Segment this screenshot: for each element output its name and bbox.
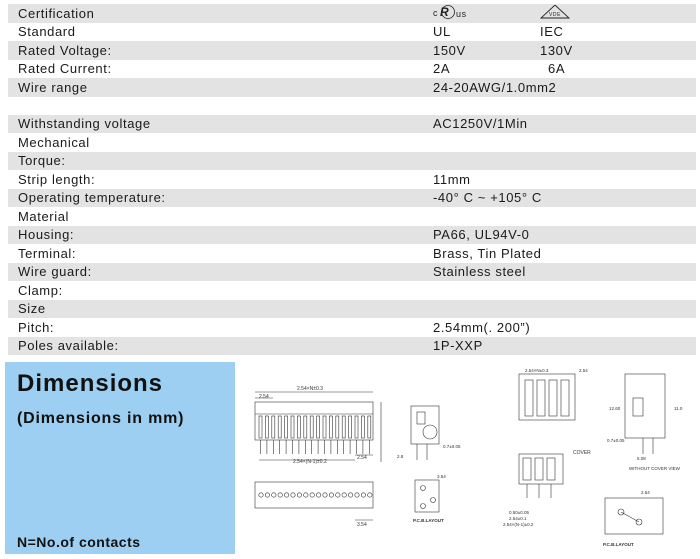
label-withstanding-voltage: Withstanding voltage [18,116,151,132]
dim-254b-label: 2.54±0.1 [509,516,527,521]
bottom-view-drawing [255,482,373,520]
wire-hole [361,493,365,497]
label-terminal: Terminal: [18,245,77,261]
row-clamp [8,281,696,300]
pin-slot [297,416,300,438]
cover-view-drawing [519,454,563,498]
pcb2-pitch-label: 2.54 [641,490,650,495]
pin-slot [349,416,352,438]
wire-hole [272,493,276,497]
label-certification: Certification [18,5,95,21]
pin-slot [310,416,313,438]
wire-hole [284,493,288,497]
row-wire-range [8,78,696,97]
wire-hole [336,493,340,497]
dimensions-footnote: N=No.of contacts [17,534,141,550]
wire-hole [355,493,359,497]
label-wire-range: Wire range [18,79,88,95]
row-rated-voltage [8,41,696,60]
row-standard [8,23,696,42]
value-poles-available: 1P-XXP [433,338,483,354]
pin-slot [285,416,288,438]
pitch-label-bottom-view: 3.54 [357,522,367,528]
row-certification [8,4,696,23]
pin-slot [317,416,320,438]
side-profile-drawing [625,374,665,454]
top-view-pitch-label: 2.54 [579,368,588,373]
row-torque [8,152,696,171]
svg-text:R: R [440,4,450,19]
label-rated-current: Rated Current: [18,61,112,77]
wire-hole [304,493,308,497]
pin-slot [323,416,326,438]
label-mechanical: Mechanical [18,134,90,150]
row-terminal [8,244,696,263]
wire-hole [348,493,352,497]
pcb-layout-drawing [415,480,439,512]
dim-050-label: 0.50±0.05 [509,510,529,515]
value-pitch: 2.54mm(. 200”) [433,319,531,335]
dimensions-panel [5,362,235,554]
pin-width-label-2: 0.7±0.05 [607,438,625,443]
label-size: Size [18,301,46,317]
vde-mark-icon [540,5,570,22]
drawings-svg [237,362,695,554]
row-mechanical [8,133,696,152]
value-rated-current-iec: 6A [548,61,566,77]
pin-slot [304,416,307,438]
pitch-label-bottom: 2.54 [357,455,367,461]
pin-pitch-label: 2.54×(N-1)±0.2 [293,459,327,465]
pin-width-label: 0.7±0.05 [443,444,461,449]
svg-text:VDE: VDE [549,11,562,18]
wire-hole [291,493,295,497]
svg-text:c: c [433,7,439,18]
row-rated-current [8,60,696,79]
label-rated-voltage: Rated Voltage: [18,42,112,58]
pin-slot [336,416,339,438]
pin-slot [259,416,262,438]
value-wire-guard: Stainless steel [433,264,526,280]
value-standard-ul: UL [433,24,451,40]
label-housing: Housing: [18,227,75,243]
spacer [8,97,696,115]
wire-hole [329,493,333,497]
front-view-drawing [255,392,381,462]
row-pitch [8,318,696,337]
label-standard: Standard [18,24,76,40]
cover-pitch-label: 2.54×(N-1)±0.2 [503,522,534,527]
label-torque: Torque: [18,153,66,169]
row-size [8,300,696,319]
pin-slot [361,416,364,438]
value-standard-iec: IEC [540,24,564,40]
dimensions-subtitle: (Dimensions in mm) [17,410,185,427]
row-withstanding-voltage [8,115,696,134]
value-rated-current-ul: 2A [433,61,451,77]
technical-drawings [237,362,695,554]
label-operating-temperature: Operating temperature: [18,190,166,206]
pin-slot [272,416,275,438]
svg-text:us: us [456,8,467,19]
value-withstanding-voltage: AC1250V/1Min [433,116,528,132]
dim-508-label: 5.08 [637,456,646,461]
wire-hole [342,493,346,497]
dim-354-label: 3.54 [437,474,446,479]
value-rated-voltage-iec: 130V [540,42,573,58]
label-wire-guard: Wire guard: [18,264,92,280]
value-terminal: Brass, Tin Plated [433,245,542,261]
row-strip-length [8,170,696,189]
pin-slot [278,416,281,438]
wire-hole [310,493,314,497]
pin-slot [265,416,268,438]
without-cover-label: WITHOUT COVER VIEW [629,466,680,471]
dim-28-label: 2.8 [397,454,404,459]
row-wire-guard [8,263,696,282]
wire-hole [259,493,263,497]
wire-hole [323,493,327,497]
pin-slot [342,416,345,438]
row-operating-temperature [8,189,696,208]
row-housing [8,226,696,245]
value-strip-length: 11mm [433,171,471,187]
pitch-label-top: 2.54 [259,394,269,400]
row-poles-available [8,337,696,356]
value-wire-range: 24-20AWG/1.0mm2 [433,79,557,95]
pcb-layout-label: P.C.B.LAYOUT [413,518,444,523]
label-clamp: Clamp: [18,282,63,298]
pin-slot [368,416,371,438]
spec-table [8,4,696,355]
label-poles-available: Poles available: [18,338,119,354]
dim-11-label: 11.0 [674,406,683,411]
top-view-drawing [519,374,575,420]
dimensions-title: Dimensions [17,370,164,397]
wire-hole [265,493,269,497]
value-operating-temperature: -40° C ~ +105° C [433,190,542,206]
overall-length-label: 2.54×N±0.3 [297,386,323,392]
side-view-drawing [411,406,439,460]
label-strip-length: Strip length: [18,171,96,187]
top-view-dim-label: 2.54×N±0.3 [525,368,549,373]
wire-hole [316,493,320,497]
pin-slot [329,416,332,438]
pin-slot [291,416,294,438]
label-material: Material [18,208,70,224]
wire-hole [278,493,282,497]
pcb-layout-drawing-2 [605,498,663,534]
ul-mark-icon [433,5,477,22]
cover-label: COVER [573,450,591,456]
pcb-layout-label-2: P.C.B.LAYOUT [603,542,634,547]
value-housing: PA66, UL94V-0 [433,227,530,243]
wire-hole [368,493,372,497]
wire-hole [297,493,301,497]
row-material [8,207,696,226]
label-pitch: Pitch: [18,319,55,335]
pin-slot [355,416,358,438]
value-rated-voltage-ul: 150V [433,42,466,58]
dim-12-label: 12.60 [609,406,621,411]
